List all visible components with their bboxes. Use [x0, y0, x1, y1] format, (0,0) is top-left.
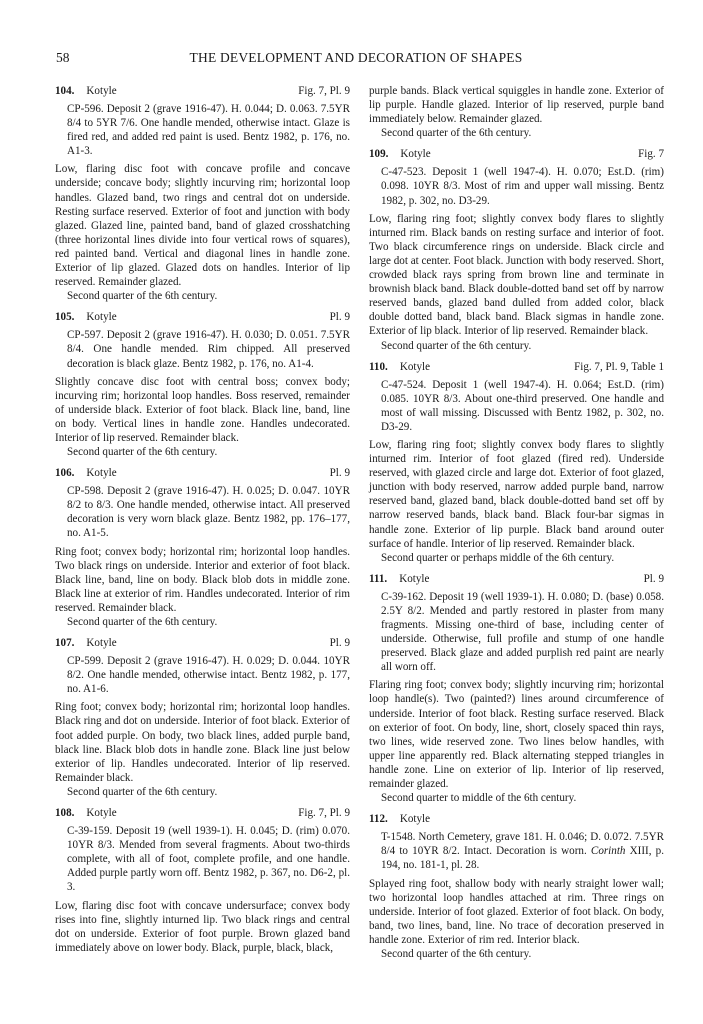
- entry-catalog-data: C-47-523. Deposit 1 (well 1947-4). H. 0.070; Est.D. (rim) 0.098. 10YR 8/3. Most of rim and upper wall missing. Bentz 1982, p. 302, no. D3-29.: [381, 166, 664, 207]
- entry-catalog-data: CP-598. Deposit 2 (grave 1916-47). H. 0.025; D. 0.047. 10YR 8/2 to 8/3. One handle mended, otherwise intact. All preserved decoration is very worn black glaze. Bentz 1982, pp. 176–177, no. A1-5.: [67, 485, 350, 540]
- entry-name: Kotyle: [400, 148, 431, 161]
- catalog-text: XIII, p. 194, no. 181-1, pl. 28.: [381, 845, 664, 872]
- entry-number: 109.: [369, 148, 389, 161]
- entry-description: Splayed ring foot, shallow body with nearly straight lower wall; two horizontal loop handles attached at rim. Three rings on underside. Interior of foot glazed. Exterior of foot black. On body, band, two lines, band, line. No trace of decoration preserved in handle zone. Exterior of rim red. Interior black.: [369, 877, 664, 946]
- catalog-entry-111: [369, 572, 664, 805]
- entry-date: Second quarter of the 6th century.: [67, 785, 218, 798]
- catalog-publication-title: Corinth: [590, 845, 626, 858]
- catalog-entry-112: [369, 812, 664, 961]
- entry-date: Second quarter of the 6th century.: [67, 290, 218, 303]
- entry-figure-reference: Pl. 9: [329, 637, 350, 650]
- entry-number: 107.: [55, 637, 75, 650]
- entry-heading: [55, 84, 350, 98]
- entry-catalog-data: CP-597. Deposit 2 (grave 1916-47). H. 0.030; D. 0.051. 7.5YR 8/4. One handle mended. Rim chipped. All preserved decoration is black glaze. Bentz 1982, p. 176, no. A1-4.: [67, 329, 350, 370]
- entry-date: Second quarter of the 6th century.: [381, 947, 532, 960]
- catalog-entry-110: [369, 360, 664, 565]
- entry-date: Second quarter of the 6th century.: [381, 127, 532, 140]
- entry-catalog-data: [381, 830, 664, 872]
- entry-figure-reference: Fig. 7, Pl. 9: [298, 85, 350, 97]
- left-column: [55, 84, 350, 962]
- entry-name: Kotyle: [86, 807, 117, 820]
- entry-description: Ring foot; convex body; horizontal rim; horizontal loop handles. Two black rings on underside. Interior and exterior of foot black. Black line, band, line on body. Black blob dots in middle zone. Black line at exterior of rim. Handles undecorated. Interior of rim reserved. Remainder black.: [55, 545, 350, 614]
- entry-name: Kotyle: [86, 467, 117, 480]
- entry-name: Kotyle: [86, 85, 117, 97]
- entry-description: Low, flaring ring foot; slightly convex body flares to slightly inturned rim. Black bands on resting surface and interior of foot. Two black circumference rings on underside. Black circle and large dot at center. Foot black. Junction with body reserved. Short, crowded black rays spring from brown line and terminate in brownish black band. Black double-dotted band set off by narrow reserved bands, glazed band dulled from added color, black double dotted band, black band. Black sigmas in handle zone. Exterior of lip black. Interior of lip reserved. Remainder black.: [369, 212, 664, 338]
- entry-figure-reference: Fig. 7, Pl. 9, Table 1: [574, 360, 664, 373]
- entry-number: 104.: [55, 85, 75, 97]
- entry-heading: [55, 636, 350, 650]
- entry-description: Slightly concave disc foot with central boss; convex body; incurving rim; horizontal loop handles. Boss reserved, remainder of underside black. Exterior of foot black. Black line, band, line on body. Vertical lines in handle zone. Handles undecorated. Interior of lip reserved. Remainder black.: [55, 375, 350, 444]
- running-title: THE DEVELOPMENT AND DECORATION OF SHAPES: [189, 50, 523, 65]
- page-number: 58: [56, 50, 70, 65]
- entry-name: Kotyle: [399, 572, 430, 585]
- entry-number: 106.: [55, 467, 75, 480]
- entry-number: 105.: [55, 311, 75, 324]
- catalog-entry-108: [55, 806, 350, 955]
- entry-description: Ring foot; convex body; horizontal rim; horizontal loop handles. Black ring and dot on underside. Interior of foot black. Exterior of foot added purple. On body, two black lines, added purple band, black line. Black blob dots in handle zone. Black line just below exterior of lip. Handles undecorated. Interior of lip reserved. Remainder black.: [55, 701, 350, 784]
- entry-catalog-data: C-39-162. Deposit 19 (well 1939-1). H. 0.080; D. (base) 0.058. 2.5Y 8/2. Mended and partly restored in plaster from many fragments. Missing one-third of base, including center of underside. Otherwise, full profile and stump of one handle preserved. Black glaze and added purplish red paint are nearly all worn off.: [381, 590, 664, 674]
- entry-figure-reference: Fig. 7, Pl. 9: [298, 807, 350, 820]
- entry-figure-reference: Pl. 9: [329, 467, 350, 480]
- catalog-text: T-1548. North Cemetery, grave 181. H. 0.046; D. 0.072. 7.5YR 8/4 to 10YR 8/2. Intact. Decoration is worn.: [381, 831, 664, 858]
- entry-catalog-data: CP-599. Deposit 2 (grave 1916-47). H. 0.029; D. 0.044. 10YR 8/2. One handle mended, otherwise intact. Bentz 1982, p. 177, no. A1-6.: [67, 655, 350, 696]
- entry-number: 110.: [369, 360, 388, 373]
- catalog-entry-107: [55, 636, 350, 799]
- entry-heading: [55, 806, 350, 820]
- catalog-entry-105: [55, 310, 350, 459]
- entry-date: Second quarter or perhaps middle of the 6th century.: [381, 551, 615, 564]
- entry-date: Second quarter to middle of the 6th century.: [381, 792, 577, 805]
- entry-name: Kotyle: [86, 637, 117, 650]
- entry-number: 111.: [369, 572, 388, 585]
- entry-heading: [55, 466, 350, 480]
- entry-heading: [369, 812, 664, 826]
- entry-number: 108.: [55, 807, 75, 820]
- entry-heading: [369, 147, 664, 161]
- entry-description: Low, flaring disc foot with concave undersurface; convex body rises into fine, slightly inturned lip. Two black rings and central dot on underside. Exterior of foot purple. Brown glazed band immediately above on lower body. Black, purple, black, black,: [55, 899, 350, 954]
- entry-figure-reference: Fig. 7: [638, 148, 664, 161]
- entry-description: Flaring ring foot; convex body; slightly incurving rim; horizontal loop handle(s). Two (painted?) lines around circumference of underside. Interior of foot black. Resting surface reserved. Black on exterior of foot. On body, line, short, closely spaced thin rays, two lines, wide reserved zone. Two lines below handles, with upper line apparently red. Black alternating stepped triangles in handle zone. Line on exterior of lip. Interior of lip reserved, remainder glazed.: [369, 679, 664, 791]
- entry-name: Kotyle: [399, 813, 431, 826]
- entry-catalog-data: CP-596. Deposit 2 (grave 1916-47). H. 0.044; D. 0.063. 7.5YR 8/4 to 5YR 7/6. One handle mended, otherwise intact. Glaze is fired red, and added red paint is used. Bentz 1982, p. 176, no. A1-3.: [67, 103, 350, 158]
- catalog-entry-106: [55, 466, 350, 629]
- entry-description: Low, flaring ring foot; slightly convex body flares to slightly inturned rim. Interior of foot glazed (fired red). Underside reserved, with glazed circle and large dot. Exterior of foot glazed, junction with body reserved, narrow added purple band, narrow reserved band, glazed band, black double-dotted band set off by narrow reserved bands, black band. Black four-bar sigmas in handle zone. Exterior of lip purple. Black band around outer surface of handle. Interior of lip reserved. Remainder black.: [369, 438, 664, 550]
- entry-name: Kotyle: [86, 311, 117, 324]
- entry-number: 112.: [369, 813, 388, 826]
- entry-name: Kotyle: [399, 360, 431, 373]
- catalog-entry-104: [55, 84, 350, 303]
- entry-catalog-data: C-39-159. Deposit 19 (well 1939-1). H. 0.045; D. (rim) 0.070. 10YR 8/3. Mended from several fragments. About two-thirds complete, with all of foot, complete profile, and one handle. Added purple partly worn off. Bentz 1982, p. 367, no. D6-2, pl. 3.: [67, 825, 350, 894]
- entry-108-continuation: purple bands. Black vertical squiggles in handle zone. Exterior of lip purple. Handle glazed. Interior of lip reserved, purple band immediately below. Remainder glazed.: [369, 85, 664, 126]
- entry-heading: [55, 310, 350, 324]
- entry-heading: [369, 360, 664, 374]
- entry-heading: [369, 572, 664, 586]
- entry-date: Second quarter of the 6th century.: [381, 339, 532, 352]
- right-column: [369, 84, 664, 968]
- catalog-entry-109: [369, 147, 664, 352]
- page-header: [56, 50, 656, 70]
- entry-figure-reference: Pl. 9: [329, 311, 350, 324]
- entry-date: Second quarter of the 6th century.: [67, 616, 218, 628]
- entry-description: Low, flaring disc foot with concave profile and concave underside; concave body; slightly incurving rim; horizontal loop handles. Glazed band, two rings and central dot on underside. Resting surface reserved. Exterior of foot and junction with body glazed. Glazed line, painted band, band of glazed crosshatching (three horizontal lines divide into four vertical rows of squares), red painted band. Vertical and diagonal lines in handle zone. Exterior of lip glazed. Glazed dots on handles. Interior of lip reserved. Remainder glazed.: [55, 163, 350, 289]
- entry-catalog-data: C-47-524. Deposit 1 (well 1947-4). H. 0.064; Est.D. (rim) 0.085. 10YR 8/3. About one-third preserved. One handle and most of wall missing. Discussed with Bentz 1982, p. 302, no. D3-29.: [381, 378, 664, 433]
- entry-figure-reference: Pl. 9: [643, 572, 664, 585]
- entry-date: Second quarter of the 6th century.: [67, 446, 218, 459]
